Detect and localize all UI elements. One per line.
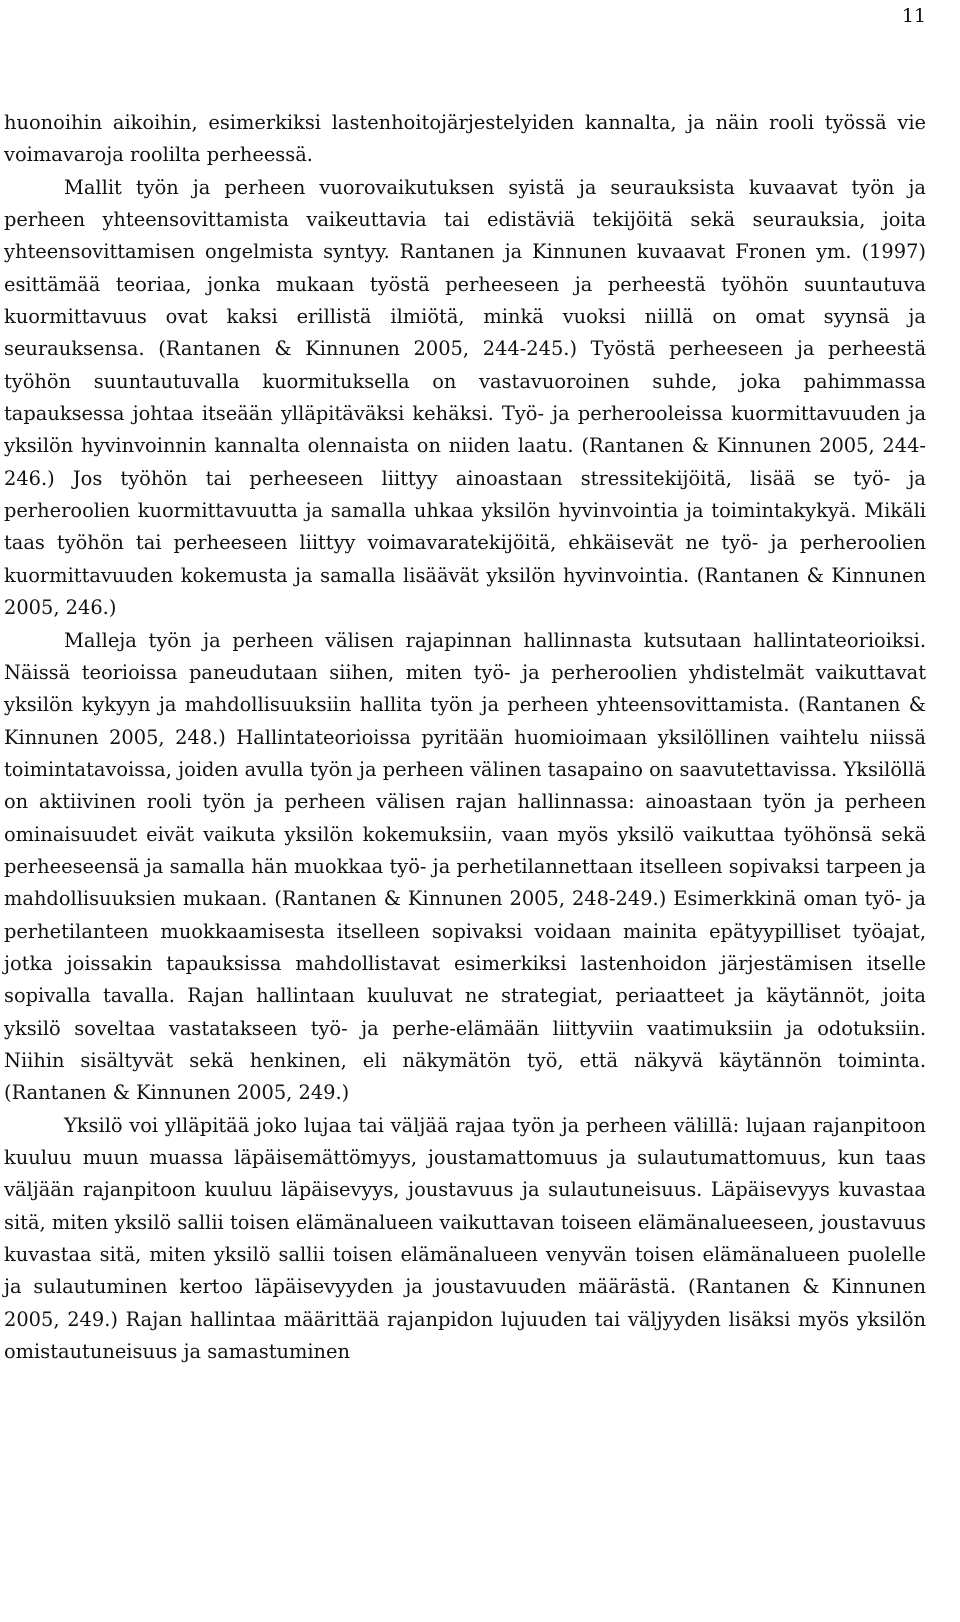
body-text — [4, 107, 926, 1368]
page-number: 11 — [901, 5, 926, 27]
paragraph-1: huonoihin aikoihin, esimerkiksi lastenhoitojärjestelyiden kannalta, ja näin rooli työssä vie voimavaroja roolilta perheessä. — [4, 111, 926, 167]
paragraph-3: Malleja työn ja perheen välisen rajapinnan hallinnasta kutsutaan hallintateorioiksi. Näissä teorioissa paneudutaan siihen, miten työ- ja perheroolien yhdistelmät vaikuttavat yksilön kykyyn ja mahdollisuuksiin hallita työn ja perheen yhteensovittamista. (Rantanen & Kinnunen 2005, 248.) Hallintateorioissa pyritään huomioimaan yksilöllinen vaihtelu niissä toimintatavoissa, joiden avulla työn ja perheen välinen tasapaino on saavutettavissa. Yksilöllä on aktiivinen rooli työn ja perheen välisen rajan hallinnassa: ainoastaan työn ja perheen ominaisuudet eivät vaikuta yksilön kokemuksiin, vaan myös yksilö vaikuttaa työhönsä sekä perheeseensä ja samalla hän muokkaa työ- ja perhetilannettaan itselleen sopivaksi tarpeen ja mahdollisuuksien mukaan. (Rantanen & Kinnunen 2005, 248-249.) Esimerkkinä oman työ- ja perhetilanteen muokkaamisesta itselleen sopivaksi voidaan mainita epätyypilliset työajat, jotka joissakin tapauksissa mahdollistavat esimerkiksi lastenhoidon järjestämisen itselle sopivalla tavalla. Rajan hallintaan kuuluvat ne strategiat, periaatteet ja käytännöt, joita yksilö soveltaa vastatakseen työ- ja perhe-elämään liittyviin vaatimuksiin ja odotuksiin. Niihin sisältyvät sekä henkinen, eli näkymätön työ, että näkyvä käytännön toiminta. (Rantanen & Kinnunen 2005, 249.) — [4, 628, 926, 1105]
paragraph-2: Mallit työn ja perheen vuorovaikutuksen syistä ja seurauksista kuvaavat työn ja perheen yhteensovittamista vaikeuttavia tai edistäviä tekijöitä sekä seurauksia, joita yhteensovittamisen ongelmista syntyy. Rantanen ja Kinnunen kuvaavat Fronen ym. (1997) esittämää teoriaa, jonka mukaan työstä perheeseen ja perheestä työhön suuntautuva kuormittavuus ovat kaksi erillistä ilmiötä, minkä vuoksi niillä on omat syynsä ja seurauksensa. (Rantanen & Kinnunen 2005, 244-245.) Työstä perheeseen ja perheestä työhön suuntautuvalla kuormituksella on vastavuoroinen suhde, joka pahimmassa tapauksessa johtaa itseään ylläpitäväksi kehäksi. Työ- ja perherooleissa kuormittavuuden ja yksilön hyvinvoinnin kannalta olennaista on niiden laatu. (Rantanen & Kinnunen 2005, 244-246.) Jos työhön tai perheeseen liittyy ainoastaan stressitekijöitä, lisää se työ- ja perheroolien kuormittavuutta ja samalla uhkaa yksilön hyvinvointia ja toimintakykyä. Mikäli taas työhön tai perheeseen liittyy voimavaratekijöitä, ehkäisevät ne työ- ja perheroolien kuormittavuuden kokemusta ja samalla lisäävät yksilön hyvinvointia. (Rantanen & Kinnunen 2005, 246.) — [4, 175, 926, 620]
paragraph-4: Yksilö voi ylläpitää joko lujaa tai väljää rajaa työn ja perheen välillä: lujaan rajanpitoon kuuluu muun muassa läpäisemättömyys, joustamattomuus ja sulautumattomuus, kun taas väljään rajanpitoon kuuluu läpäisevyys, joustavuus ja sulautuneisuus. Läpäisevyys kuvastaa sitä, miten yksilö sallii toisen elämänalueen vaikuttavan toiseen elämänalueeseen, joustavuus kuvastaa sitä, miten yksilö sallii toisen elämänalueen venyvän toisen elämänalueen puolelle ja sulautuminen kertoo läpäisevyyden ja joustavuuden määrästä. (Rantanen & Kinnunen 2005, 249.) Rajan hallintaa määrittää rajanpidon lujuuden tai väljyyden lisäksi myös yksilön omistautuneisuus ja samastuminen — [4, 1113, 926, 1364]
